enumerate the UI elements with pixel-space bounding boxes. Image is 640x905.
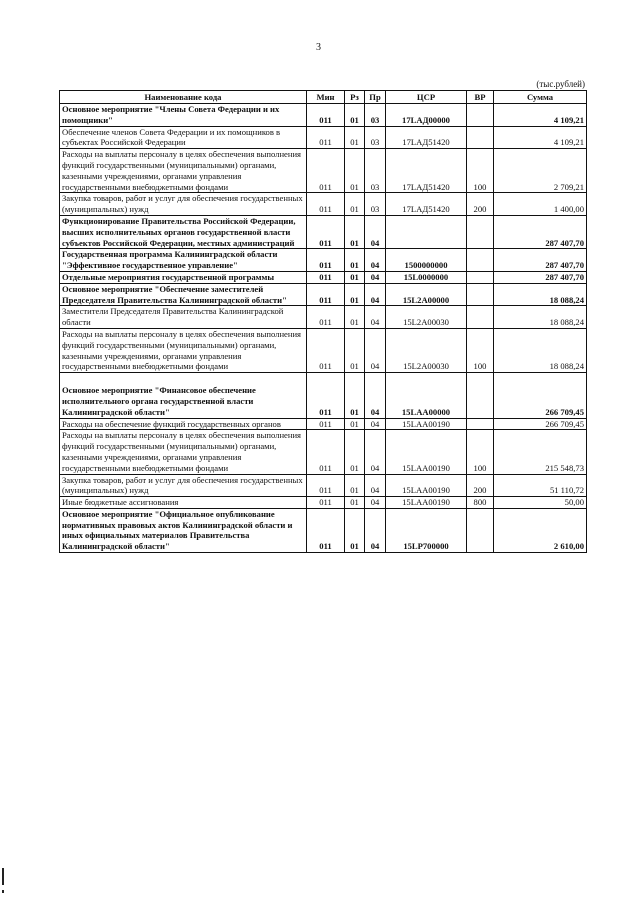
row-pr: 03 xyxy=(365,149,386,193)
row-min: 011 xyxy=(307,373,345,418)
row-csr: 15LP700000 xyxy=(386,508,467,552)
table-row xyxy=(60,328,587,372)
row-rz: 01 xyxy=(345,373,365,418)
scan-edge-dot xyxy=(2,890,4,893)
table-row xyxy=(60,418,587,430)
row-pr: 04 xyxy=(365,373,386,418)
row-min: 011 xyxy=(307,249,345,272)
table-header xyxy=(60,91,587,104)
row-csr: 1500000000 xyxy=(386,249,467,272)
row-vr xyxy=(467,126,494,149)
row-vr: 200 xyxy=(467,193,494,216)
row-min: 011 xyxy=(307,328,345,372)
row-vr: 100 xyxy=(467,430,494,474)
row-csr: 17LAД51420 xyxy=(386,193,467,216)
row-name: Основное мероприятие "Финансовое обеспечение исполнительного органа государственной власти Калининградской области" xyxy=(60,373,307,418)
row-vr xyxy=(467,104,494,127)
row-name: Основное мероприятие "Официальное опубликование нормативных правовых актов Калининградской области и иных официальных материалов Правительства Калининградской области" xyxy=(60,508,307,552)
units-label: (тыс.рублей) xyxy=(536,79,585,89)
row-rz: 01 xyxy=(345,126,365,149)
row-rz: 01 xyxy=(345,149,365,193)
table-row xyxy=(60,104,587,127)
row-sum: 287 407,70 xyxy=(494,271,587,283)
col-header-pr: Пр xyxy=(365,91,386,104)
table-row xyxy=(60,193,587,216)
row-min: 011 xyxy=(307,508,345,552)
col-header-name: Наименование кода xyxy=(60,91,307,104)
row-vr: 100 xyxy=(467,328,494,372)
budget-table xyxy=(59,90,587,553)
row-pr: 03 xyxy=(365,126,386,149)
row-sum: 51 110,72 xyxy=(494,474,587,497)
row-rz: 01 xyxy=(345,249,365,272)
row-sum: 215 548,73 xyxy=(494,430,587,474)
row-rz: 01 xyxy=(345,430,365,474)
row-rz: 01 xyxy=(345,306,365,329)
row-min: 011 xyxy=(307,104,345,127)
page-number: 3 xyxy=(316,42,321,53)
row-pr: 04 xyxy=(365,271,386,283)
row-vr xyxy=(467,249,494,272)
row-rz: 01 xyxy=(345,215,365,248)
row-name: Расходы на выплаты персоналу в целях обеспечения выполнения функций государственными (муниципальными) органами, казенными учреждениями, органами управления государственными внебюджетными фондами xyxy=(60,430,307,474)
table-row xyxy=(60,373,587,418)
row-vr xyxy=(467,283,494,306)
table-row xyxy=(60,249,587,272)
table-row xyxy=(60,271,587,283)
col-header-rz: Рз xyxy=(345,91,365,104)
row-pr: 04 xyxy=(365,508,386,552)
row-name: Основное мероприятие "Обеспечение заместителей Председателя Правительства Калининградской области" xyxy=(60,283,307,306)
row-sum: 18 088,24 xyxy=(494,328,587,372)
row-pr: 04 xyxy=(365,215,386,248)
row-min: 011 xyxy=(307,193,345,216)
row-pr: 04 xyxy=(365,418,386,430)
row-vr xyxy=(467,271,494,283)
row-sum: 266 709,45 xyxy=(494,418,587,430)
row-csr: 15L0000000 xyxy=(386,271,467,283)
row-rz: 01 xyxy=(345,418,365,430)
row-name: Закупка товаров, работ и услуг для обеспечения государственных (муниципальных) нужд xyxy=(60,193,307,216)
row-sum: 287 407,70 xyxy=(494,249,587,272)
row-vr xyxy=(467,418,494,430)
table-row xyxy=(60,215,587,248)
col-header-csr: ЦСР xyxy=(386,91,467,104)
row-pr: 04 xyxy=(365,249,386,272)
row-sum: 287 407,70 xyxy=(494,215,587,248)
row-csr xyxy=(386,215,467,248)
row-min: 011 xyxy=(307,283,345,306)
row-min: 011 xyxy=(307,306,345,329)
row-name: Обеспечение членов Совета Федерации и их помощников в субъектах Российской Федерации xyxy=(60,126,307,149)
row-vr xyxy=(467,508,494,552)
row-sum: 18 088,24 xyxy=(494,283,587,306)
table-row xyxy=(60,430,587,474)
row-csr: 17LAД51420 xyxy=(386,149,467,193)
col-header-sum: Сумма xyxy=(494,91,587,104)
row-name: Расходы на выплаты персоналу в целях обеспечения выполнения функций государственными (муниципальными) органами, казенными учреждениями, органами управления государственными внебюджетными фондами xyxy=(60,328,307,372)
row-sum: 2 709,21 xyxy=(494,149,587,193)
row-rz: 01 xyxy=(345,271,365,283)
row-pr: 04 xyxy=(365,306,386,329)
row-rz: 01 xyxy=(345,508,365,552)
table-row xyxy=(60,508,587,552)
row-csr: 15LAA00190 xyxy=(386,497,467,509)
table-body xyxy=(60,104,587,553)
row-csr: 15LAA00000 xyxy=(386,373,467,418)
row-vr: 100 xyxy=(467,149,494,193)
row-name: Функционирование Правительства Российской Федерации, высших исполнительных органов государственной власти субъектов Российской Федерации, местных администраций xyxy=(60,215,307,248)
row-csr: 15L2A00030 xyxy=(386,306,467,329)
row-min: 011 xyxy=(307,418,345,430)
row-name: Отдельные мероприятия государственной программы xyxy=(60,271,307,283)
row-csr: 15L2A00000 xyxy=(386,283,467,306)
row-sum: 266 709,45 xyxy=(494,373,587,418)
row-min: 011 xyxy=(307,474,345,497)
row-vr: 200 xyxy=(467,474,494,497)
row-name: Государственная программа Калининградской области "Эффективное государственное управление" xyxy=(60,249,307,272)
table-row xyxy=(60,306,587,329)
row-pr: 04 xyxy=(365,430,386,474)
row-name: Иные бюджетные ассигнования xyxy=(60,497,307,509)
row-csr: 17LAД51420 xyxy=(386,126,467,149)
scan-edge-mark xyxy=(2,868,4,885)
row-rz: 01 xyxy=(345,193,365,216)
row-min: 011 xyxy=(307,497,345,509)
row-name: Расходы на выплаты персоналу в целях обеспечения выполнения функций государственными (муниципальными) органами, казенными учреждениями, органами управления государственными внебюджетными фондами xyxy=(60,149,307,193)
row-vr xyxy=(467,306,494,329)
row-min: 011 xyxy=(307,126,345,149)
row-csr: 15L2A00030 xyxy=(386,328,467,372)
row-sum: 50,00 xyxy=(494,497,587,509)
row-csr: 15LAA00190 xyxy=(386,430,467,474)
row-rz: 01 xyxy=(345,104,365,127)
row-pr: 04 xyxy=(365,328,386,372)
row-pr: 04 xyxy=(365,283,386,306)
row-vr: 800 xyxy=(467,497,494,509)
row-pr: 04 xyxy=(365,497,386,509)
row-pr: 03 xyxy=(365,104,386,127)
row-rz: 01 xyxy=(345,474,365,497)
row-min: 011 xyxy=(307,271,345,283)
row-name: Заместители Председателя Правительства Калининградской области xyxy=(60,306,307,329)
row-csr: 17LAД00000 xyxy=(386,104,467,127)
row-name: Закупка товаров, работ и услуг для обеспечения государственных (муниципальных) нужд xyxy=(60,474,307,497)
col-header-min: Мин xyxy=(307,91,345,104)
table-row xyxy=(60,497,587,509)
table-row xyxy=(60,283,587,306)
row-sum: 1 400,00 xyxy=(494,193,587,216)
row-rz: 01 xyxy=(345,328,365,372)
row-vr xyxy=(467,215,494,248)
row-sum: 4 109,21 xyxy=(494,104,587,127)
row-sum: 4 109,21 xyxy=(494,126,587,149)
row-min: 011 xyxy=(307,430,345,474)
row-min: 011 xyxy=(307,215,345,248)
row-csr: 15LAA00190 xyxy=(386,418,467,430)
row-sum: 18 088,24 xyxy=(494,306,587,329)
row-sum: 2 610,00 xyxy=(494,508,587,552)
table-row xyxy=(60,126,587,149)
row-rz: 01 xyxy=(345,283,365,306)
row-pr: 04 xyxy=(365,474,386,497)
row-csr: 15LAA00190 xyxy=(386,474,467,497)
table-row xyxy=(60,149,587,193)
row-pr: 03 xyxy=(365,193,386,216)
row-min: 011 xyxy=(307,149,345,193)
row-vr xyxy=(467,373,494,418)
row-name: Основное мероприятие "Члены Совета Федерации и их помощники" xyxy=(60,104,307,127)
row-rz: 01 xyxy=(345,497,365,509)
table-row xyxy=(60,474,587,497)
col-header-vr: ВР xyxy=(467,91,494,104)
row-name: Расходы на обеспечение функций государственных органов xyxy=(60,418,307,430)
